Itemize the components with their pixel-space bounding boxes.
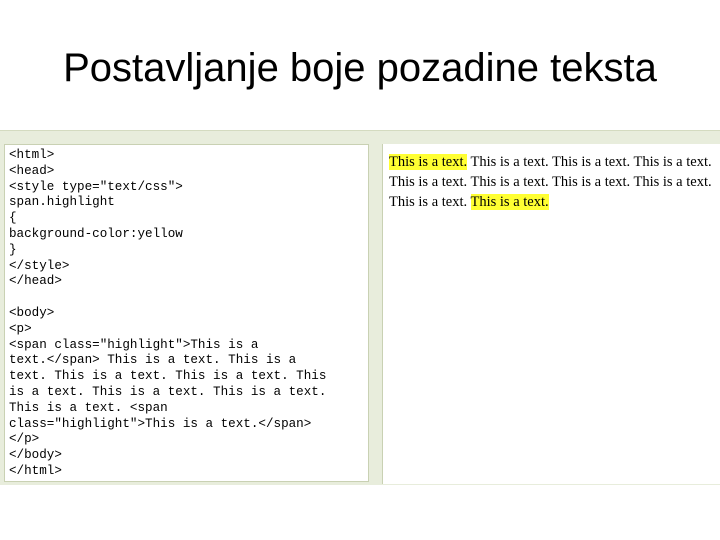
code-line: </head> bbox=[9, 274, 62, 289]
code-line bbox=[9, 290, 368, 306]
code-line: <style type="text/css"> bbox=[9, 179, 183, 194]
preview-line bbox=[389, 192, 720, 212]
code-line: </body> bbox=[9, 448, 62, 463]
code-line: } bbox=[9, 242, 17, 257]
code-line: <p> bbox=[9, 321, 32, 336]
slide-title: Postavljanje boje pozadine teksta bbox=[63, 46, 657, 90]
code-line: <head> bbox=[9, 163, 55, 178]
code-line: </html> bbox=[9, 463, 62, 478]
rendered-preview-pane bbox=[382, 144, 720, 484]
code-line: text. This is a text. This is a text. This bbox=[9, 369, 327, 384]
code-line: <html> bbox=[9, 148, 55, 162]
code-line: is a text. This is a text. This is a text. bbox=[9, 384, 327, 399]
highlighted-text: This is a text. bbox=[470, 194, 549, 210]
preview-text: This is a text. This is a text. This is a text. This is a text. bbox=[389, 174, 712, 190]
code-line: This is a text. <span bbox=[9, 400, 168, 415]
highlighted-text: This is a text. bbox=[389, 154, 468, 170]
code-line: <span class="highlight">This is a bbox=[9, 337, 259, 352]
code-line: background-color:yellow bbox=[9, 226, 183, 241]
code-line: text.</span> This is a text. This is a bbox=[9, 353, 297, 368]
code-line: { bbox=[9, 211, 17, 226]
code-line: </p> bbox=[9, 432, 40, 447]
code-line: <body> bbox=[9, 305, 55, 320]
preview-line bbox=[389, 152, 720, 172]
code-line: class="highlight">This is a text.</span> bbox=[9, 416, 312, 431]
code-line: span.highlight bbox=[9, 195, 115, 210]
preview-text: This is a text. This is a text. This is a text. bbox=[467, 154, 712, 170]
preview-text: This is a text. bbox=[389, 194, 471, 210]
preview-line bbox=[389, 172, 720, 192]
code-line: </style> bbox=[9, 258, 70, 273]
code-pane[interactable] bbox=[4, 144, 369, 482]
